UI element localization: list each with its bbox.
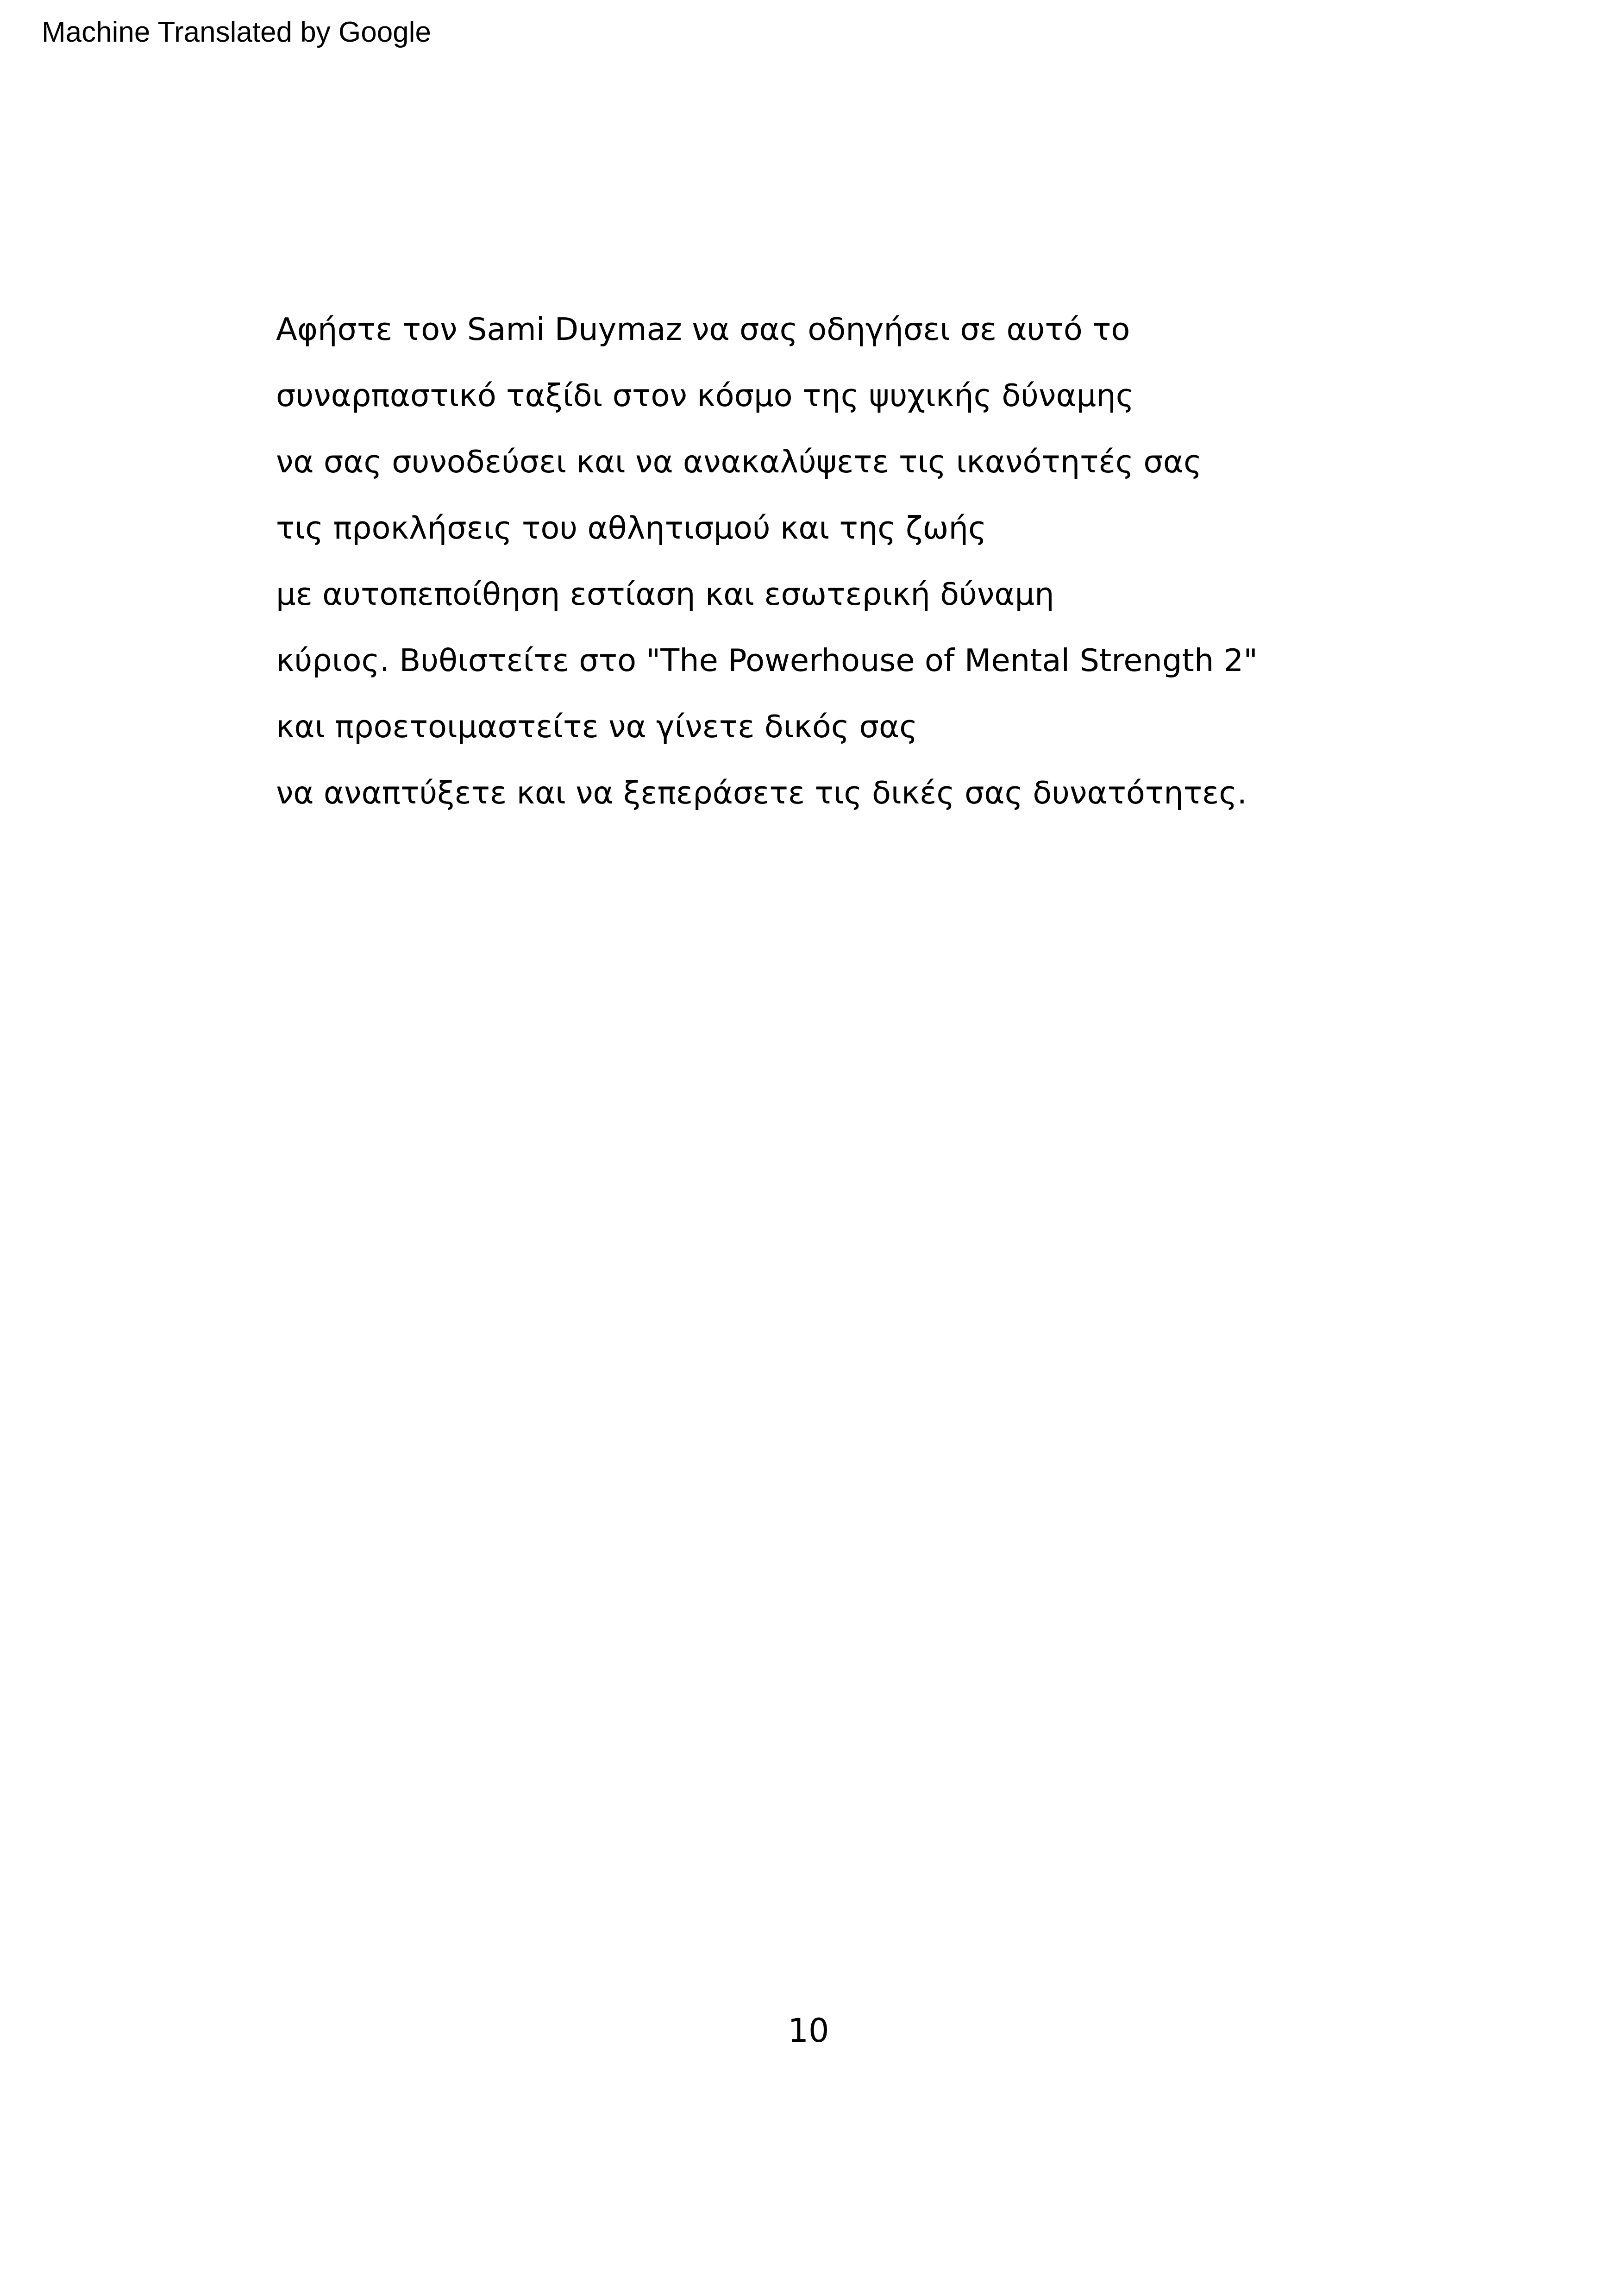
paragraph-line: κύριος. Βυθιστείτε στο "The Powerhouse of Mental Strength 2" bbox=[276, 642, 1258, 678]
paragraph-line: τις προκλήσεις του αθλητισμού και της ζωής bbox=[276, 510, 987, 546]
paragraph-line: να αναπτύξετε και να ξεπεράσετε τις δικές σας δυνατότητες. bbox=[276, 775, 1247, 811]
paragraph-line: Αφήστε τον Sami Duymaz να σας οδηγήσει σε αυτό το bbox=[276, 311, 1130, 347]
page-number: 10 bbox=[788, 2012, 829, 2050]
paragraph-line: να σας συνοδεύσει και να ανακαλύψετε τις ικανότητές σας bbox=[276, 444, 1202, 480]
paragraph-line: και προετοιμαστείτε να γίνετε δικός σας bbox=[276, 709, 918, 745]
body-paragraph bbox=[276, 296, 1378, 826]
machine-translation-banner: Machine Translated by Google bbox=[42, 16, 431, 48]
paragraph-line: συναρπαστικό ταξίδι στον κόσμο της ψυχικής δύναμης bbox=[276, 377, 1134, 414]
paragraph-line: με αυτοπεποίθηση εστίαση και εσωτερική δύναμη bbox=[276, 576, 1054, 612]
